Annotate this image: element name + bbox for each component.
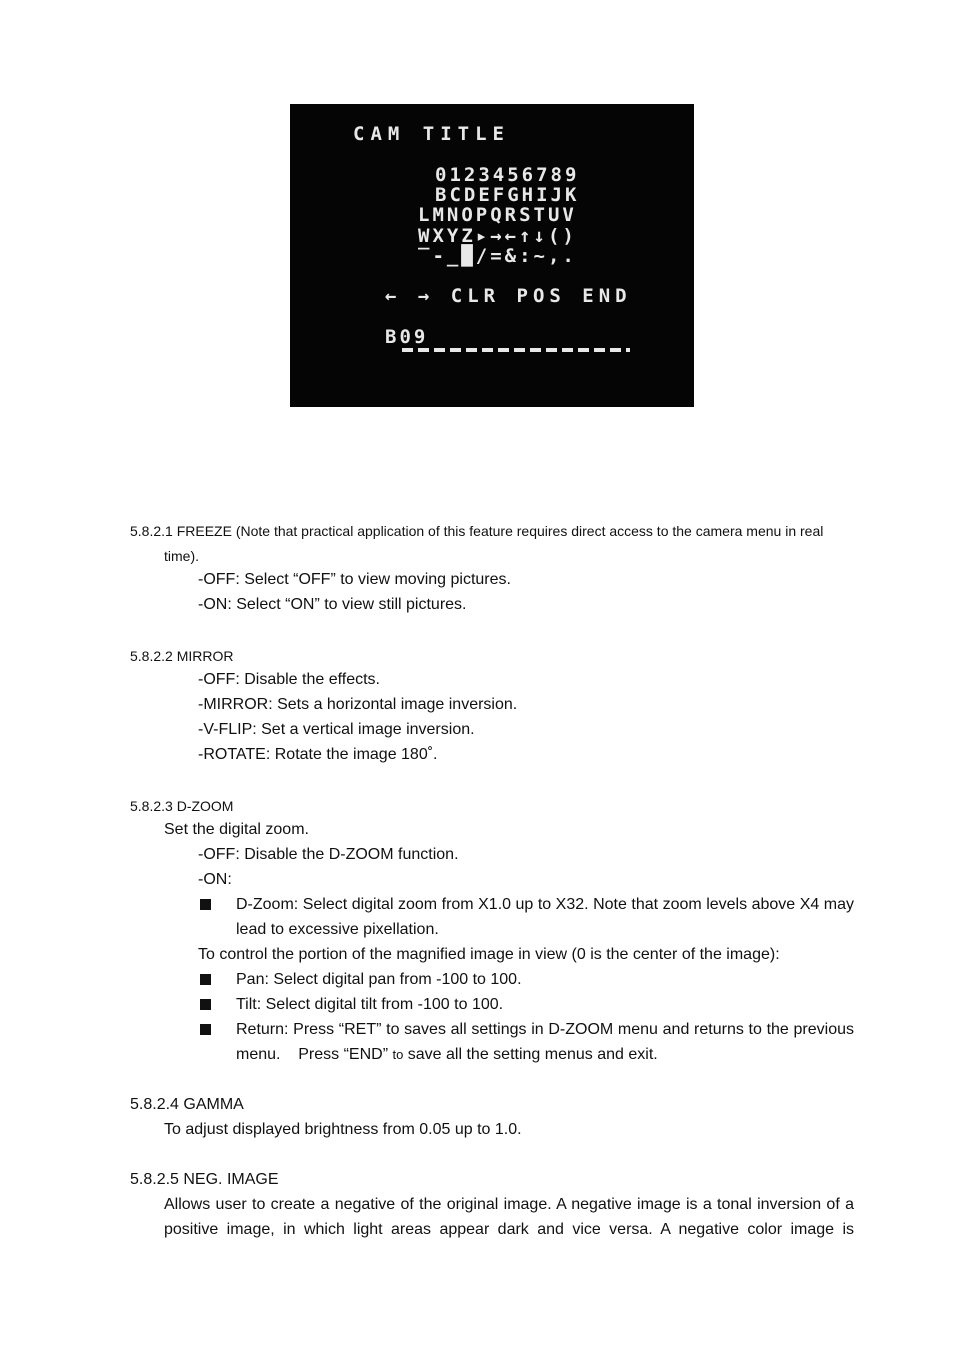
dzoom-return-save: save all the setting menus and exit. [407,1046,658,1063]
dzoom-heading: 5.8.2.3 D-ZOOM [130,798,234,814]
osd-menu: ← → CLR POS END [385,285,632,307]
freeze-off: -OFF: Select “OFF” to view moving pictures. [198,571,511,588]
neg-line-1: Allows user to create a negative of the original image. A negative image is a tonal inversion of a [164,1196,854,1213]
freeze-heading-cont: time). [164,548,199,564]
osd-row-symbols: ‾-_█/=&:~,. [418,245,577,267]
gamma-heading: 5.8.2.4 GAMMA [130,1096,244,1113]
bullet-icon [200,999,211,1010]
dzoom-zoom-line-2: lead to excessive pixellation. [236,921,439,938]
dzoom-control: To control the portion of the magnified image in view (0 is the center of the image): [198,946,780,963]
osd-row-digits: 0123456789 [435,164,580,186]
mirror-rotate: -ROTATE: Rotate the image 180˚. [198,746,438,763]
dzoom-zoom-line-1: D-Zoom: Select digital zoom from X1.0 up to X32. Note that zoom levels above X4 may [236,896,854,913]
freeze-on: -ON: Select “ON” to view still pictures. [198,596,467,613]
mirror-heading: 5.8.2.2 MIRROR [130,648,234,664]
osd-row-letters-2: LMNOPQRSTUV [418,204,577,226]
mirror-vflip: -V-FLIP: Set a vertical image inversion. [198,721,475,738]
osd-row-letters-1: BCDEFGHIJK [435,184,580,206]
freeze-heading: 5.8.2.1 FREEZE (Note that practical application of this feature requires direct access to the camera menu in real [130,523,824,539]
mirror-off: -OFF: Disable the effects. [198,671,380,688]
osd-title: CAM TITLE [353,123,510,145]
bullet-icon [200,1024,211,1035]
dzoom-pan: Pan: Select digital pan from -100 to 100. [236,971,522,988]
osd-entry: B09 [385,326,429,348]
neg-heading: 5.8.2.5 NEG. IMAGE [130,1171,279,1188]
osd-title-underline [402,348,630,352]
dzoom-return-to: to [392,1047,404,1062]
dzoom-return-press-end: menu. Press “END” [236,1046,389,1063]
dzoom-tilt: Tilt: Select digital tilt from -100 to 100. [236,996,504,1013]
neg-line-2: positive image, in which light areas appear dark and vice versa. A negative color image is [164,1221,854,1238]
dzoom-intro: Set the digital zoom. [164,821,309,838]
gamma-text: To adjust displayed brightness from 0.05 up to 1.0. [164,1121,522,1138]
bullet-icon [200,974,211,985]
dzoom-return-line-1: Return: Press “RET” to saves all settings in D-ZOOM menu and returns to the previous [236,1021,854,1038]
dzoom-off: -OFF: Disable the D-ZOOM function. [198,846,459,863]
mirror-mirror: -MIRROR: Sets a horizontal image inversion. [198,696,518,713]
osd-row-letters-3: WXYZ▸→←↑↓() [418,225,577,247]
dzoom-return-line-2 [236,1045,658,1065]
bullet-icon [200,899,211,910]
dzoom-on: -ON: [198,871,232,888]
